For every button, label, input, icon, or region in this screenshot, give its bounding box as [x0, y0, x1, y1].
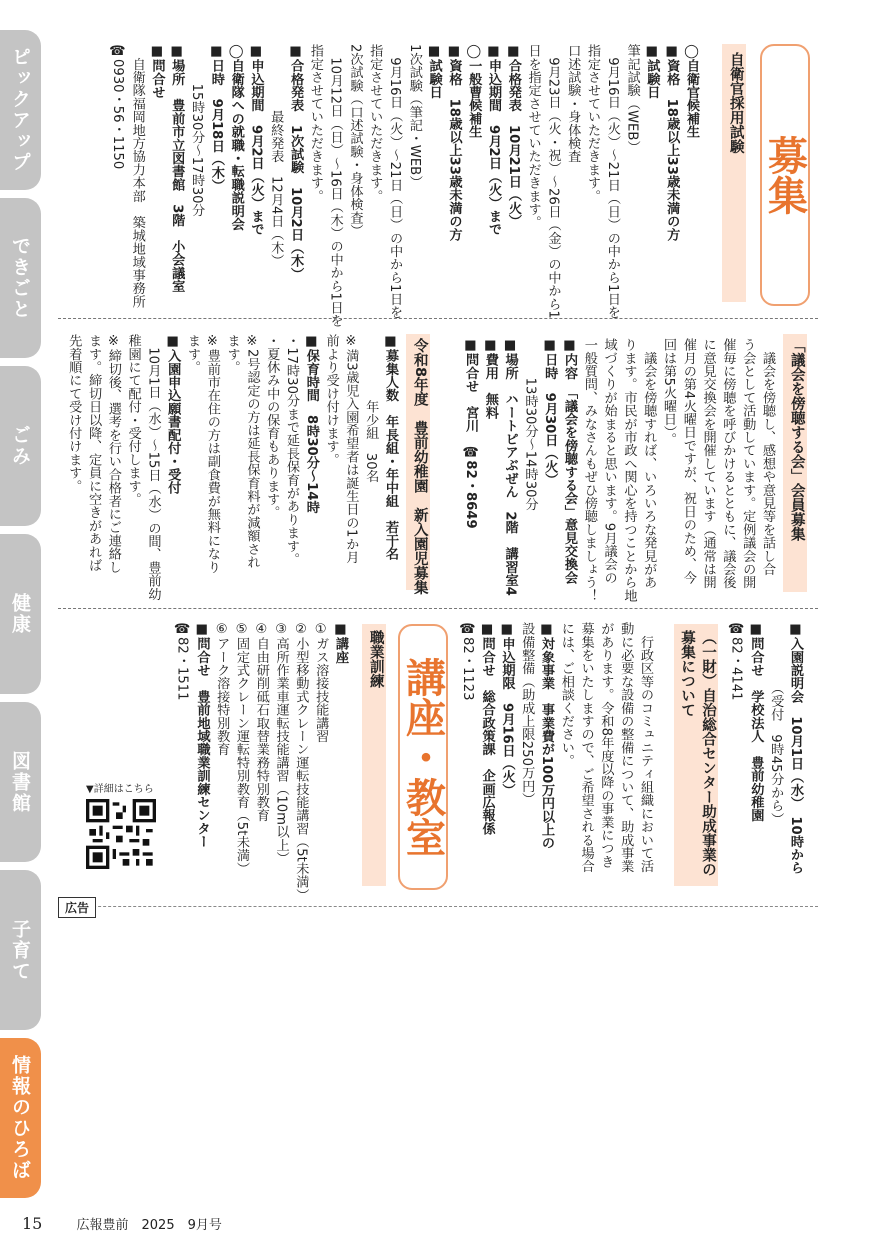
tab-dekigoto[interactable]: できごと	[0, 198, 41, 358]
text-line: ます。	[185, 334, 201, 374]
ad-label: 広告	[58, 897, 96, 918]
text-line: ◯一般曹候補生	[466, 44, 482, 139]
text-line: 議会を傍聴し、感想や意見等を話し合	[760, 338, 775, 576]
text-line: 指定させていただきます。	[367, 44, 383, 203]
jieikan-body	[107, 44, 701, 328]
text-line: ■試験日	[644, 44, 660, 99]
text-line: 9月23日（火・祝）〜26日（金）の中から1	[545, 44, 561, 319]
text-line: ※2号認定の方は延長保育料が減額され	[244, 334, 260, 569]
boshu-title: 募集	[760, 44, 810, 306]
text-line: ※締切後、選考を行い合格者にご連絡し	[105, 334, 121, 574]
text-line: 年少組 30名	[363, 334, 379, 483]
text-line: ◯自衛官候補生	[684, 44, 699, 139]
tab-joho-hiroba[interactable]: 情報のひろば	[0, 1038, 41, 1198]
footer	[22, 1214, 222, 1233]
text-line: ■募集人数 年長組・年中組 若干名	[383, 334, 398, 561]
page-number: 15	[22, 1214, 43, 1233]
publication-name: 広報豊前 2025 9月号	[76, 1218, 222, 1233]
text-line: 日を指定させていただきます。	[525, 44, 541, 229]
text-line: ・17時30分まで延長保育があります。	[284, 334, 300, 566]
text-line: ■日時 9月30日（火）	[542, 338, 558, 487]
text-line: ②小型移動式クレーン運転技能講習（5t未満）	[293, 622, 309, 902]
text-line: ※豊前市在住の方は副食費が無料になり	[204, 334, 220, 574]
text-line: ます。締切日以降、定員に空きがあれば	[86, 334, 102, 572]
text-line: ■保育時間 8時30分〜14時	[303, 334, 319, 514]
text-line: があります。令和8年度以降の事業につき	[598, 622, 614, 868]
youchien-heading: 令和8年度 豊前幼稚園 新入園児募集	[411, 338, 428, 595]
text-line: う会として活動しています。定例議会の開	[740, 338, 756, 589]
text-line: 10月1日（水）〜15日（水）の間、豊前幼	[145, 334, 161, 601]
tab-pickup[interactable]: ピックアップ	[0, 30, 41, 190]
tab-toshokan[interactable]: 図書館	[0, 702, 41, 862]
text-line: 10月12日（日）〜16日（木）の中から1日を	[327, 44, 343, 328]
text-line: ⑥アーク溶接特別教育	[214, 622, 230, 756]
text-line: 稚園にて配付・受付します。	[125, 334, 141, 506]
text-line: ☎82・1511	[174, 622, 190, 701]
text-line: 動に必要な設備の整備について、助成事業	[618, 622, 634, 873]
tab-kenko[interactable]: 健康	[0, 534, 41, 694]
text-line: に意見交換会を開催しています（通常は開	[700, 338, 716, 589]
qr-area	[86, 780, 162, 873]
text-line: ■入園申込願書配付・受付	[165, 334, 181, 495]
text-line: 自衛隊福岡地方協力本部 築城地域事務所	[129, 44, 145, 308]
text-line: 1次試験（筆記・WEB）	[406, 44, 422, 189]
text-line: ■申込期間 9月2日（火）まで	[486, 44, 502, 236]
text-line: 催毎に傍聴を呼びかけるとともに、議会後	[720, 338, 736, 589]
jichi-body	[457, 622, 655, 884]
youchien-body-2	[726, 622, 805, 882]
shokugyo-heading: 職業訓練	[367, 630, 384, 688]
text-line: ■内容 「議会を傍聴する会」意見交換会	[562, 338, 578, 584]
text-line: 口述試験・身体検査	[565, 44, 581, 163]
text-line: 一般質問、みなさんもぜひ傍聴しましょう！	[581, 338, 597, 602]
text-line: ④自由研削砥石取替業務特別教育	[253, 622, 269, 822]
text-line: 域づくりが始まると思います。9月議会の	[601, 338, 617, 584]
jichi-heading: （一財）自治総合センター助成事業の募集について	[679, 630, 717, 877]
text-line: 回は第5火曜日）。	[661, 338, 677, 446]
text-line: （受付 9時45分から）	[768, 622, 784, 826]
text-line: 前より受け付けます。	[323, 334, 339, 466]
text-line: ります。市民が市政へ関心を持つことから地	[621, 338, 637, 602]
text-line: ■場所 豊前市立図書館 3階 小会議室	[169, 44, 185, 293]
text-line: 9月16日（火）〜21日（日）の中から1日を	[604, 44, 620, 319]
text-line: 指定させていただきます。	[585, 44, 601, 203]
text-line: ①ガス溶接技能講習	[313, 622, 329, 743]
text-line: 9月16日（火）〜21日（日）の中から1日を	[387, 44, 403, 319]
text-line: ■試験日	[426, 44, 442, 99]
text-line: ■日時 9月18日（木）	[208, 44, 224, 193]
text-line: ⑤固定式クレーン運転特別教育（5t未満）	[234, 622, 250, 875]
text-line: ■講座	[333, 622, 348, 664]
jieikan-heading: 自衛官採用試験	[727, 52, 744, 154]
text-line: ※満3歳児入園希望者は誕生日の1か月	[343, 334, 359, 564]
text-line: ■対象事業 事業費が100万円以上の	[539, 622, 555, 850]
text-line: ■入園説明会 10月1日（水） 10時から	[788, 622, 803, 875]
text-line: ■合格発表 10月21日（火）	[505, 44, 521, 228]
text-line: 2次試験（口述試験・身体検査）	[347, 44, 363, 238]
text-line: 先着順にて受け付けます。	[66, 334, 82, 493]
text-line: ■資格 18歳以上33歳未満の方	[446, 44, 462, 241]
text-line: ③高所作業車運転技能講習（10m以上）	[273, 622, 289, 865]
text-line: には、ご相談ください。	[558, 622, 574, 768]
text-line: 行政区等のコミュニティ組織において活	[638, 622, 653, 873]
text-line: ☎82・1123	[459, 622, 475, 701]
text-line: ■合格発表 1次試験 10月2日（木）	[288, 44, 304, 281]
gikai-body	[460, 338, 777, 602]
text-line: ■資格 18歳以上33歳未満の方	[664, 44, 680, 241]
text-line: ■申込期間 9月2日（火）まで	[248, 44, 264, 236]
text-line: ・夏休み中の保育もあります。	[264, 334, 280, 519]
text-line: 最終発表 12月4日（木）	[268, 44, 284, 268]
tab-gomi[interactable]: ごみ	[0, 366, 41, 526]
text-line: ■問合せ 豊前地域職業訓練センター	[194, 622, 210, 849]
text-line: 催月の第4火曜日ですが、祝日のため、今	[680, 338, 696, 584]
text-line: 筆記試験（WEB）	[624, 44, 640, 154]
text-line: ■問合せ 学校法人 豊前幼稚園	[748, 622, 764, 822]
text-line: 指定させていただきます。	[307, 44, 323, 203]
text-line: ます。	[224, 334, 240, 374]
text-line: 15時30分〜17時30分	[189, 44, 205, 217]
text-line: 設備整備（助成上限250万円）	[519, 622, 535, 806]
qr-code-icon[interactable]	[86, 799, 156, 869]
text-line: ■問合せ 宮川 ☎82・8649	[463, 338, 479, 529]
text-line: ■申込期限 9月16日（火）	[499, 622, 515, 797]
text-line: ■問合せ 総合政策課 企画広報係	[479, 622, 495, 835]
text-line: ■場所 ハートピアぶぜん 2階 講習室4	[502, 338, 518, 596]
koza-title: 講座・教室	[398, 624, 448, 890]
tab-kosodate[interactable]: 子育て	[0, 870, 41, 1030]
gikai-heading: 「議会を傍聴する会」会員募集	[788, 338, 805, 541]
youchien-body	[63, 334, 400, 601]
text-line: 議会を傍聴すれば、いろいろな発見があ	[641, 338, 657, 589]
text-line: ◯自衛隊への就職・転職説明会	[228, 44, 244, 231]
text-line: ☎0930・56・1150	[109, 44, 125, 170]
text-line: 13時30分〜14時30分	[522, 338, 538, 511]
text-line: ■費用 無料	[482, 338, 498, 419]
text-line: ■問合せ	[149, 44, 165, 99]
text-line: 募集をいたしますので、ご希望される場合	[578, 622, 594, 873]
shokugyo-body	[172, 622, 350, 902]
text-line: ☎82・4141	[728, 622, 744, 701]
qr-label: ▼詳細はこちら	[86, 784, 154, 795]
